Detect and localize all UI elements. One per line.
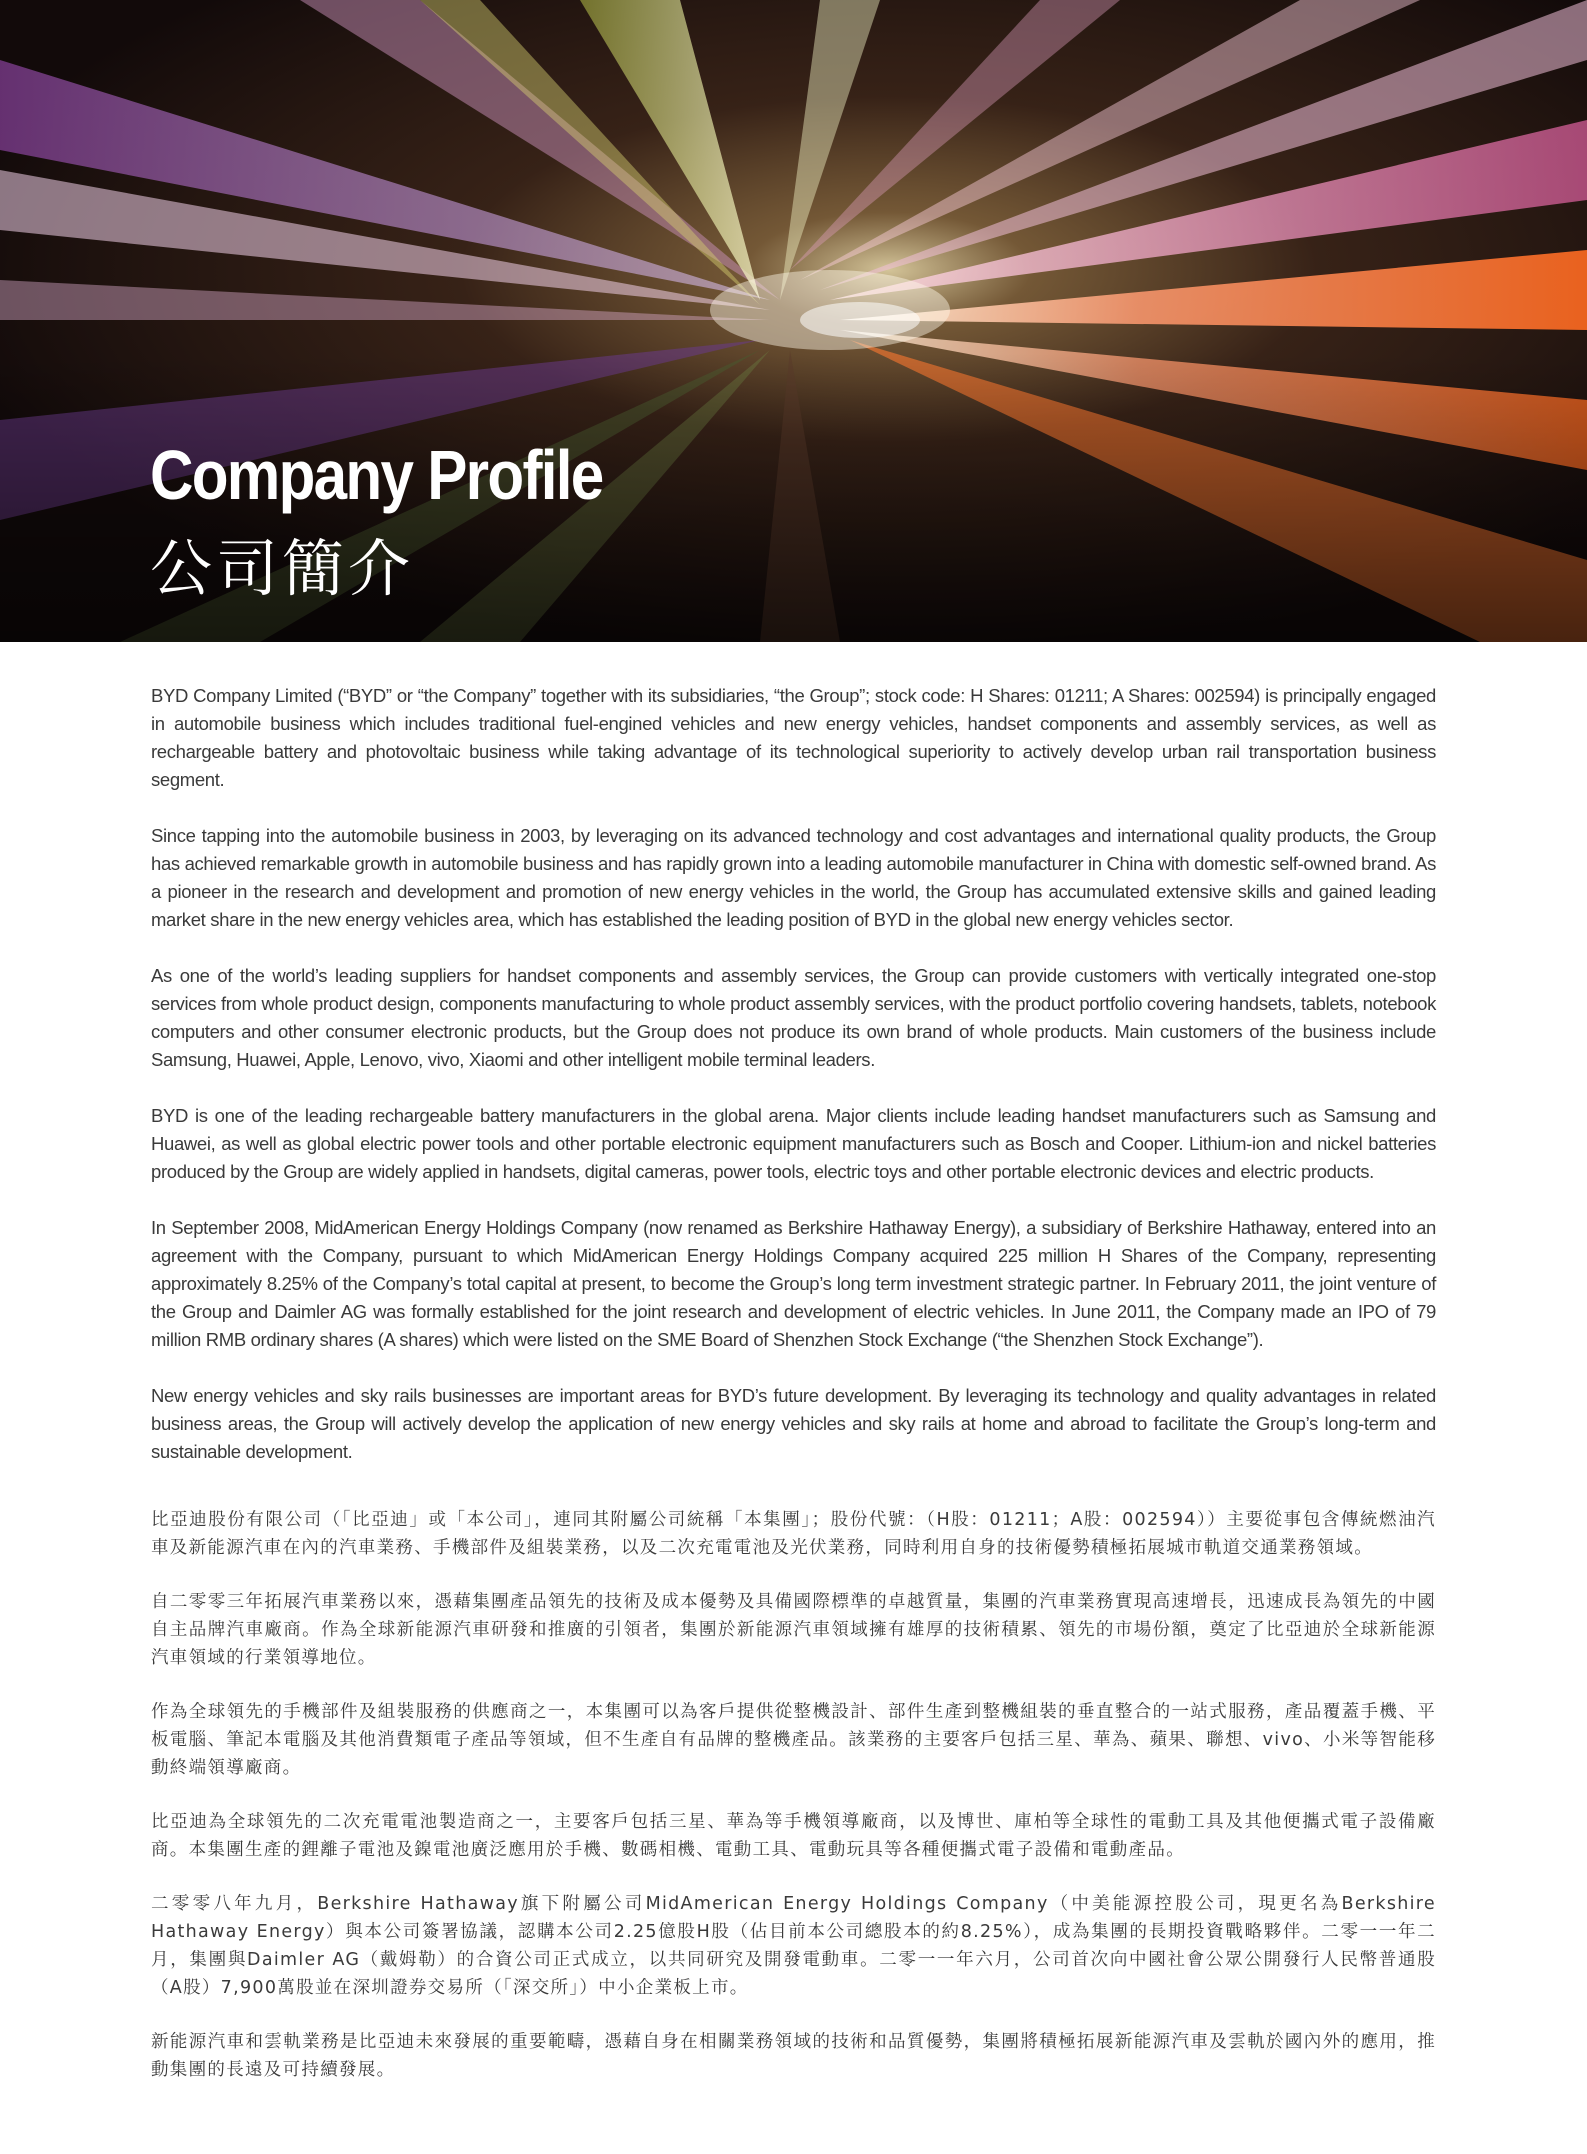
page-title: Company Profile — [150, 436, 603, 514]
chinese-paragraph: 自二零零三年拓展汽車業務以來，憑藉集團產品領先的技術及成本優勢及具備國際標準的卓越質量，集團的汽車業務實現高速增長，迅速成長為領先的中國自主品牌汽車廠商。作為全球新能源汽車研發和推廣的引領者，集團於新能源汽車領域擁有雄厚的技術積累、領先的市場份額，奠定了比亞迪於全球新能源汽車領域的行業領導地位。 — [151, 1592, 1436, 1668]
english-paragraph: Since tapping into the automobile business in 2003, by leveraging on its advanced technology and cost advantages and international quality products, the Group has achieved remarkable growth in automobile business and has rapidly grown into a leading automobile manufacturer in China with domestic self-owned brand. As a pioneer in the research and development and promotion of new energy vehicles in the world, the Group has accumulated extensive skills and gained leading market share in the new energy vehicles area, which has established the leading position of BYD in the global new energy vehicles sector. — [151, 825, 1436, 930]
english-paragraph: BYD Company Limited (“BYD” or “the Company” together with its subsidiaries, “the Group”; stock code: H Shares: 01211; A Shares: 002594) is principally engaged in automobile business which includes traditional fuel-engined vehicles and new energy vehicles, handset components and assembly services, as well as rechargeable battery and photovoltaic business while taking advantage of its technological superiority to actively develop urban rail transportation business segment. — [151, 685, 1436, 790]
english-paragraph: In September 2008, MidAmerican Energy Holdings Company (now renamed as Berkshire Hathaway Energy), a subsidiary of Berkshire Hathaway, entered into an agreement with the Company, pursuant to which MidAmerican Energy Holdings Company acquired 225 million H Shares of the Company, representing approximately 8.25% of the Company’s total capital at present, to become the Group’s long term investment strategic partner. In February 2011, the joint venture of the Group and Daimler AG was formally established for the joint research and development of electric vehicles. In June 2011, the Company made an IPO of 79 million RMB ordinary shares (A shares) which were listed on the SME Board of Shenzhen Stock Exchange (“the Shenzhen Stock Exchange”). — [151, 1217, 1436, 1350]
english-paragraph: New energy vehicles and sky rails businesses are important areas for BYD’s future development. By leveraging its technology and quality advantages in related business areas, the Group will actively develop the application of new energy vehicles and sky rails at home and abroad to facilitate the Group’s long-term and sustainable development. — [151, 1385, 1436, 1462]
chinese-paragraph: 比亞迪股份有限公司（「比亞迪」或「本公司」，連同其附屬公司統稱「本集團」；股份代號：（H股：01211；A股：002594））主要從事包含傳統燃油汽車及新能源汽車在內的汽車業務、手機部件及組裝業務，以及二次充電電池及光伏業務，同時利用自身的技術優勢積極拓展城市軌道交通業務領域。 — [151, 1510, 1436, 1558]
chinese-paragraph: 作為全球領先的手機部件及組裝服務的供應商之一，本集團可以為客戶提供從整機設計、部件生產到整機組裝的垂直整合的一站式服務，產品覆蓋手機、平板電腦、筆記本電腦及其他消費類電子產品等領域，但不生產自有品牌的整機產品。該業務的主要客戶包括三星、華為、蘋果、聯想、vivo、小米等智能移動終端領導廠商。 — [151, 1702, 1436, 1778]
english-paragraph: BYD is one of the leading rechargeable battery manufacturers in the global arena. Major clients include leading handset manufacturers such as Samsung and Huawei, as well as global electric power tools and other portable electronic equipment manufacturers such as Bosch and Cooper. Lithium-ion and nickel batteries produced by the Group are widely applied in handsets, digital cameras, power tools, electric toys and other portable electronic devices and electric products. — [151, 1105, 1436, 1182]
english-paragraph: As one of the world’s leading suppliers for handset components and assembly services, the Group can provide customers with vertically integrated one-stop services from whole product design, components manufacturing to whole product assembly services, with the product portfolio covering handsets, tablets, notebook computers and other consumer electronic products, but the Group does not produce its own brand of whole products. Main customers of the business include Samsung, Huawei, Apple, Lenovo, vivo, Xiaomi and other intelligent mobile terminal leaders. — [151, 965, 1436, 1070]
header-banner — [0, 0, 1587, 642]
chinese-section — [151, 1506, 1436, 2084]
chinese-paragraph: 新能源汽車和雲軌業務是比亞迪未來發展的重要範疇，憑藉自身在相關業務領域的技術和品質優勢，集團將積極拓展新能源汽車及雲軌於國內外的應用，推動集團的長遠及可持續發展。 — [151, 2032, 1436, 2080]
page-title-chinese: 公司簡介 — [150, 532, 415, 605]
document-body — [151, 682, 1436, 2110]
chinese-paragraph: 比亞迪為全球領先的二次充電電池製造商之一，主要客戶包括三星、華為等手機領導廠商，以及博世、庫柏等全球性的電動工具及其他便攜式電子設備廠商。本集團生產的鋰離子電池及鎳電池廣泛應用於手機、數碼相機、電動工具、電動玩具等各種便攜式電子設備和電動產品。 — [151, 1812, 1436, 1860]
chinese-paragraph: 二零零八年九月，Berkshire Hathaway旗下附屬公司MidAmerican Energy Holdings Company（中美能源控股公司，現更名為Berkshire Hathaway Energy）與本公司簽署協議，認購本公司2.25億股H股（佔目前本公司總股本的約8.25%），成為集團的長期投資戰略夥伴。二零一一年二月，集團與Daimler AG（戴姆勒）的合資公司正式成立，以共同研究及開發電動車。二零一一年六月，公司首次向中國社會公眾公開發行人民幣普通股（A股）7,900萬股並在深圳證券交易所（「深交所」）中小企業板上市。 — [151, 1894, 1436, 1998]
english-section — [151, 682, 1436, 1466]
